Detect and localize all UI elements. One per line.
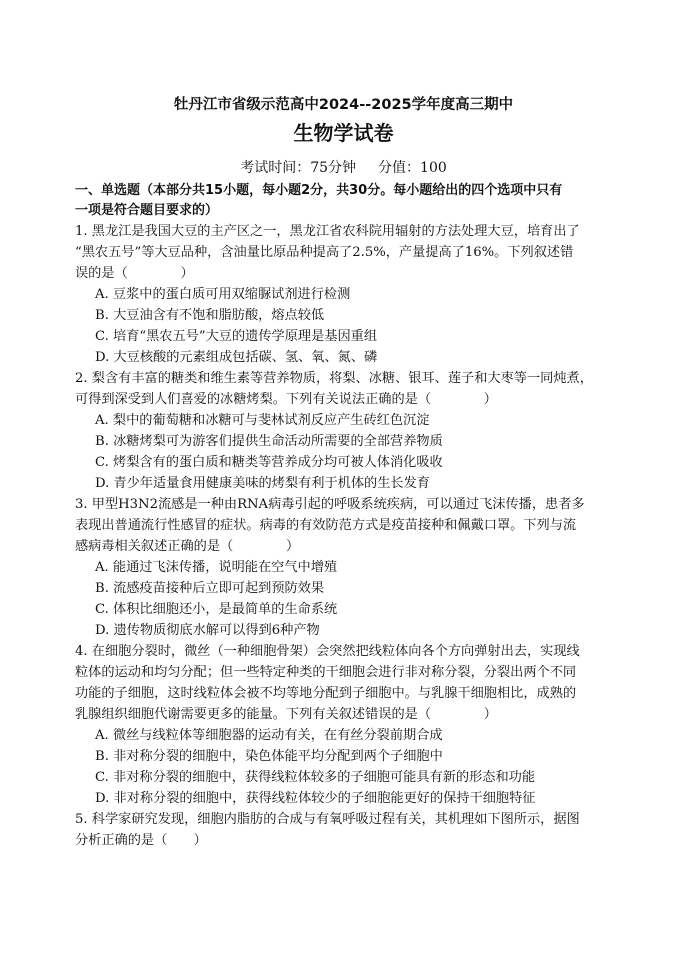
question-stem: 分析正确的是（ ） [75, 833, 207, 848]
question-option: A. 豆浆中的蛋白质可用双缩脲试剂进行检测 [95, 287, 351, 302]
question-stem: 表现出普通流行性感冒的症状。病毒的有效防范方式是疫苗接种和佩戴口罩。下列与流 [75, 518, 577, 533]
question-stem: 5. 科学家研究发现，细胞内脂肪的合成与有氧呼吸过程有关，其机理如下图所示，据图 [75, 812, 580, 827]
question-option: D. 大豆核酸的元素组成包括碳、氢、氧、氮、磷 [95, 350, 378, 365]
question-option: D. 非对称分裂的细胞中，获得线粒体较少的子细胞能更好的保持干细胞特征 [95, 791, 536, 806]
question-stem: 感病毒相关叙述正确的是（ ） [75, 539, 300, 554]
question-option: B. 大豆油含有不饱和脂肪酸，熔点较低 [95, 308, 325, 323]
question-stem: 3. 甲型H3N2流感是一种由RNA病毒引起的呼吸系统疾病，可以通过飞沫传播，患者多 [75, 497, 585, 512]
exam-title: 牡丹江市省级示范高中2024--2025学年度高三期中 [173, 97, 514, 113]
question-option: B. 非对称分裂的细胞中，染色体能平均分配到两个子细胞中 [95, 749, 443, 764]
question-stem: 粒体的运动和均匀分配；但一些特定种类的干细胞会进行非对称分裂，分裂出两个不同 [75, 665, 577, 680]
question-option: B. 冰糖烤梨可为游客们提供生命活动所需要的全部营养物质 [95, 434, 443, 449]
question-option: D. 青少年适量食用健康美味的烤梨有利于机体的生长发育 [95, 476, 430, 491]
question-option: C. 烤梨含有的蛋白质和糖类等营养成分均可被人体消化吸收 [95, 455, 443, 470]
question-option: B. 流感疫苗接种后立即可起到预防效果 [95, 581, 325, 596]
exam-meta [0, 157, 687, 177]
exam-subtitle: 生物学试卷 [293, 121, 394, 145]
question-option: C. 培育“黑农五号”大豆的遗传学原理是基因重组 [95, 329, 378, 344]
question-stem: 乳腺组织细胞代谢需要更多的能量。下列有关叙述错误的是（ ） [75, 707, 497, 722]
question-option: D. 遗传物质彻底水解可以得到6种产物 [95, 623, 320, 638]
question-stem: 误的是（ ） [75, 266, 194, 281]
question-option: A. 微丝与线粒体等细胞器的运动有关，在有丝分裂前期合成 [95, 728, 443, 743]
question-stem: 1. 黑龙江是我国大豆的主产区之一，黑龙江省农科院用辐射的方法处理大豆，培育出了 [75, 224, 580, 239]
question-option: C. 非对称分裂的细胞中，获得线粒体较多的子细胞可能具有新的形态和功能 [95, 770, 536, 785]
question-option: A. 梨中的葡萄糖和冰糖可与斐林试剂反应产生砖红色沉淀 [95, 413, 430, 428]
question-stem: 功能的子细胞，这时线粒体会被不均等地分配到子细胞中。与乳腺干细胞相比，成熟的 [75, 686, 577, 701]
exam-time: 考试时间：75分钟 [240, 160, 357, 176]
section-heading: 一项是符合题目要求的） [75, 203, 219, 218]
question-option: C. 体积比细胞还小，是最简单的生命系统 [95, 602, 338, 617]
exam-score: 分值：100 [378, 160, 447, 176]
section-heading: 一、单选题（本部分共15小题，每小题2分，共30分。每小题给出的四个选项中只有 [75, 183, 563, 198]
question-stem: 4. 在细胞分裂时，微丝（一种细胞骨架）会突然把线粒体向各个方向弹射出去，实现线 [75, 644, 580, 659]
question-stem: “黑农五号”等大豆品种，含油量比原品种提高了2.5%，产量提高了16%。下列叙述错 [75, 245, 574, 260]
question-stem: 2. 梨含有丰富的糖类和维生素等营养物质，将梨、冰糖、银耳、莲子和大枣等一同炖煮， [75, 371, 593, 386]
question-option: A. 能通过飞沫传播，说明能在空气中增殖 [95, 560, 338, 575]
question-stem: 可得到深受到人们喜爱的冰糖烤梨。下列有关说法正确的是（ ） [75, 392, 497, 407]
